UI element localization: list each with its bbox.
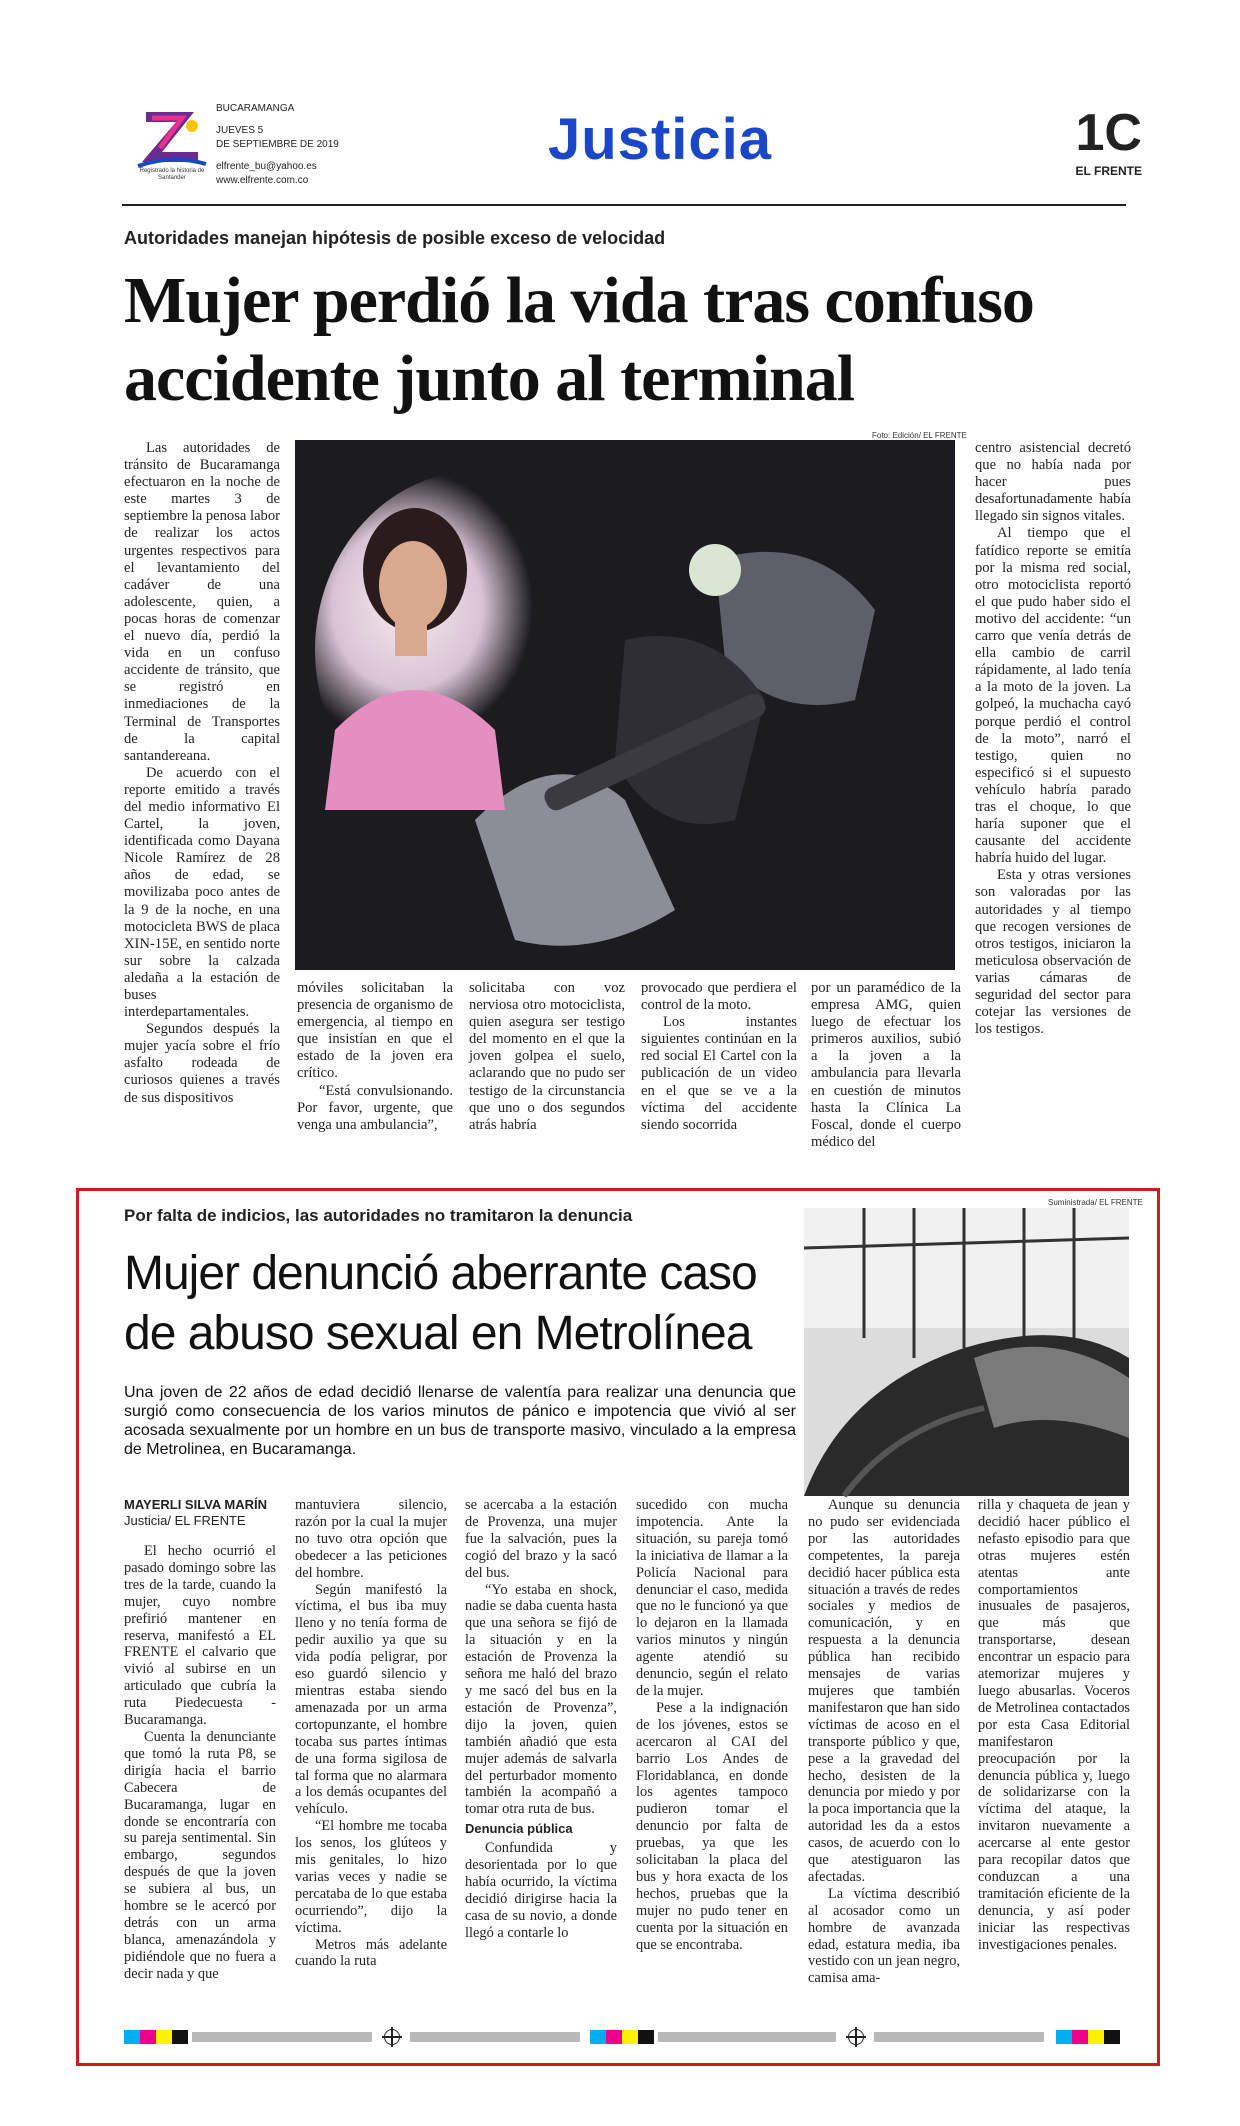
logo-caption: Registrado la historia de Santander	[139, 168, 205, 181]
color-bar-right	[1056, 2030, 1120, 2044]
masthead-email[interactable]: elfrente_bu@yahoo.es	[216, 161, 317, 172]
story2-col4-p2: Pese a la indignación de los jóvenes, estos se acercaron al CAI del barrio Los Andes de Floridablanca, en donde los agentes tampoco pudieron tomar el denuncio por falta de pruebas, ya que les solicitaban la placa del bus y hora exacta de los hechos, pruebas que la mujer no pudo tener en cuenta por la situación en que se encontraba.	[636, 1699, 788, 1953]
story2-headline-line1: Mujer denunció aberrante caso	[124, 1247, 757, 1300]
story2-col3-p2: “Yo estaba en shock, nadie se daba cuenta hasta que una señora se fijó de la situación y en la estación de Provenza la señora me haló del brazo y me sacó del bus en la estación de Provenza”, dijo la joven, quien también añadió que esta mujer además de salvarla del perturbador momento también la acompañó a tomar otra ruta de bus.	[465, 1581, 617, 1818]
story2-col2-p4: Metros más adelante cuando la ruta	[295, 1936, 447, 1970]
story2-column-1	[124, 1497, 276, 2007]
story1-col1-p3: Segundos después la mujer yacía sobre el frío asfalto rodeada de curiosos quienes a través de sus dispositivos	[124, 1021, 280, 1106]
story2-headline-line2: de abuso sexual en Metrolínea	[124, 1307, 752, 1360]
story1-col2-p2: “Está convulsionando. Por favor, urgente, que venga una ambulancia”,	[297, 1082, 453, 1133]
masthead-city: BUCARAMANGA	[216, 103, 295, 114]
story2-col1-p2: Cuenta la denunciante que tomó la ruta P8, se dirigía hacia el barrio Cabecera de Bucaramanga, lugar en donde se encontraría con su pareja sentimental. Sin embargo, segundos después de que la joven se subiera al bus, un hombre se le acercó por detrás con un arma blanca, amenazándola y pidiéndole que no fuera a decir nada y que	[124, 1728, 276, 1982]
story2-column-6	[978, 1497, 1130, 2007]
story2-byline-section: Justicia/ EL FRENTE	[124, 1513, 246, 1528]
grey-bar-left	[192, 2032, 372, 2042]
story1-col4-p2: Los instantes siguientes continúan en la red social El Cartel con la publicación de un video en el que se ve a la víctima del accidente siendo socorrida	[641, 1014, 797, 1133]
story2-col6-p1: rilla y chaqueta de jean y decidió hacer público el nefasto episodio para que otras mujeres estén atentas ante comportamientos inusuales de pasajeros, que más que transportarse, desean encontrar un espacio para atemorizar mujeres y luego abusarlas. Voceros de Metrolinea contactados por esta Casa Editorial manifestaron preocupación por la denuncia pública y, luego de solidarizarse con la víctima del ataque, la invitaron nuevamente a acercarse al ente gestor para recopilar datos que conduzcan a una tramitación eficiente de la denuncia, y así poder iniciar las respectivas investigaciones penales.	[978, 1497, 1130, 1953]
story1-column-1	[124, 440, 280, 1140]
story1-col6-p2: Al tiempo que el fatídico reporte se emitía por la misma red social, otro motociclista reportó el que pudo haber sido el motivo del accidente: “un carro que venía detrás de ella cambio de carril rápidamente, al lado tenía a la moto de la joven. La golpeó, la muchacha cayó porque perdió el control de la moto”, narró el testigo, quien no especificó si el supuesto vehículo habría parado tras el choque, lo que haría suponer que el causante del accidente habría huido del lugar.	[975, 525, 1131, 867]
story2-byline-name: MAYERLI SILVA MARÍN	[124, 1497, 268, 1512]
story1-photo-credit: Foto: Edición/ EL FRENTE	[872, 431, 967, 440]
story2-column-3	[465, 1497, 617, 2007]
story2-column-5	[808, 1497, 960, 2007]
story2-column-4	[636, 1497, 788, 2007]
story2-col5-p2: La víctima describió al acosador como un hombre de avanzada edad, estatura media, iba vestido con un jean negro, camisa ama-	[808, 1885, 960, 1987]
story1-column-3	[469, 980, 625, 1140]
story2-col2-p1: mantuviera silencio, razón por la cual la mujer no tuvo otra opción que obedecer a las peticiones del hombre.	[295, 1497, 447, 1581]
masthead-info	[216, 102, 436, 188]
story1-col1-p2: De acuerdo con el reporte emitido a través del medio informativo El Cartel, la joven, identificada como Dayana Nicole Ramírez de 28 años de edad, se movilizaba poco antes de la 9 de la noche, en una motocicleta BWS de placa XIN-15E, en sentido norte sur sobre la calzada aledaña a la estación de buses interdepartamentales.	[124, 764, 280, 1021]
story2-col2-p3: “El hombre me tocaba los senos, los glúteos y mis genitales, lo hizo varias veces y nadie se percataba de lo que estaba ocurriendo”, dijo la víctima.	[295, 1818, 447, 1936]
story1-col5-p1: por un paramédico de la empresa AMG, quien luego de efectuar los primeros auxilios, subió a la joven a la ambulancia para llevarla en cuestión de minutos hasta la Clínica La Foscal, donde el cuerpo médico del	[811, 980, 961, 1150]
story2-column-2	[295, 1497, 447, 2007]
story2-kicker: Por falta de indicios, las autoridades no tramitaron la denuncia	[124, 1206, 633, 1225]
story2-col3-p3: Confundida y desorientada por lo que había ocurrido, la víctima decidió dirigirse hacia la casa de su novio, a donde llegó a contarle lo	[465, 1840, 617, 1941]
story1-col1-p1: Las autoridades de tránsito de Bucaramanga efectuaron en la noche de este martes 3 de septiembre la penosa labor de realizar los actos urgentes respectivos para el levantamiento del cadáver de una adolescente, quien, a pocas horas de comenzar el nuevo día, perdió la vida en un confuso accidente de tránsito, que se registró en inmediaciones de la Terminal de Transportes de la capital santandereana.	[124, 440, 281, 764]
story1-col3-p1: solicitaba con voz nerviosa otro motociclista, quien asegura ser testigo del momento en el que la joven golpea el suelo, aclarando que no pudo ser testigo de la circunstancia que uno o dos segundos atrás habría	[469, 980, 625, 1133]
story1-column-2	[297, 980, 453, 1140]
masthead-date: DE SEPTIEMBRE DE 2019	[216, 139, 339, 150]
story2-headline	[124, 1244, 804, 1364]
story2-col5-p1: Aunque su denuncia no pudo ser evidenciada por las autoridades competentes, la pareja decidió hacer pública esta situación a través de redes sociales y medios de comunicación, y en respuesta a la denuncia pública han recibido mensajes de varias mujeres que también manifestaron que han sido víctimas de acoso en el transporte público y que, pese a la gravedad del hecho, desisten de la denuncia por miedo y por la poca importancia que la autoridad les da a estos casos, de acuerdo con lo que atestiguaron las afectadas.	[808, 1497, 960, 1885]
story1-column-6	[975, 440, 1131, 1140]
registration-mark-left-icon	[384, 2029, 400, 2045]
story1-col6-p3: Esta y otras versiones son valoradas por las autoridades y al tiempo que recogen versiones de otros testigos, iniciaron la meticulosa observación de varias cámaras de seguridad del sector para cotejar las versiones de los testigos.	[975, 867, 1131, 1038]
story1-column-4	[641, 980, 797, 1140]
story1-column-5	[811, 980, 961, 1150]
grey-bar-mid-left	[410, 2032, 580, 2042]
masthead-website[interactable]: www.elfrente.com.co	[216, 175, 309, 186]
color-bar-center	[590, 2030, 654, 2044]
page-number: 1C	[1075, 104, 1142, 162]
story1-col4-p1: provocado que perdiera el control de la moto.	[641, 980, 797, 1014]
story1-headline-line1: Mujer perdió la vida tras confuso	[124, 264, 1034, 337]
story2-col3-p1: se acercaba a la estación de Provenza, una mujer fue la salvación, pues la cogió del brazo y la sacó del bus.	[465, 1497, 617, 1581]
registration-mark-right-icon	[848, 2029, 864, 2045]
masthead-rule	[122, 204, 1126, 206]
bus-photo	[804, 1208, 1129, 1496]
story2-col2-p2: Según manifestó la víctima, el bus iba muy lleno y no tenía forma de pedir auxilio ya que su vida podía peligrar, por eso guardó silencio y mientras estaba siendo amenazada por un arma cortopunzante, el hombre tocaba sus partes íntimas de una forma sigilosa de tal forma que no alarmara a los demás ocupantes del vehículo.	[295, 1581, 447, 1818]
masthead-day: JUEVES 5	[216, 125, 264, 136]
story2-photo-credit: Suministrada/ EL FRENTE	[1048, 1198, 1143, 1207]
color-bar-left	[124, 2030, 188, 2044]
grey-bar-mid-right	[658, 2032, 836, 2042]
story2-lead: Una joven de 22 años de edad decidió llenarse de valentía para realizar una denuncia que surgió como consecuencia de los varios minutos de pánico e impotencia que vivió al ser acosada sexualmente por un hombre en un bus de transporte masivo, vinculado a la empresa de Metrolinea, en Bucaramanga.	[124, 1384, 796, 1458]
story1-col6-p1: centro asistencial decretó que no había nada por hacer pues desafortunadamente había llegado sin signos vitales.	[975, 440, 1131, 525]
story1-headline	[124, 262, 1124, 418]
story2-col4-p1: sucedido con mucha impotencia. Ante la situación, su pareja tomó la iniciativa de llamar a la Policía Nacional para denunciar el caso, medida que no le funcionó ya que lo dejaron en la llamada varios minutos y ningún agente atendió su denuncio, según el relato de la mujer.	[636, 1497, 788, 1699]
story2-col1-p1: El hecho ocurrió el pasado domingo sobre las tres de la tarde, cuando la mujer, cuyo nombre prefirió mantener en reserva, manifestó a EL FRENTE el calvario que vivió al subirse en un articulado que cubría la ruta Piedecuesta - Bucaramanga.	[124, 1543, 276, 1729]
story1-col2-p1: móviles solicitaban la presencia de organismo de emergencia, al tiempo en que insistían en que el estado de la joven era crítico.	[297, 980, 453, 1082]
section-title: Justicia	[548, 107, 772, 172]
newspaper-logo	[132, 104, 212, 188]
accident-photo	[295, 440, 955, 970]
story1-kicker: Autoridades manejan hipótesis de posible exceso de velocidad	[124, 228, 666, 248]
story2-subhead: Denuncia pública	[465, 1821, 573, 1837]
story1-headline-line2: accidente junto al terminal	[124, 342, 855, 415]
grey-bar-right	[874, 2032, 1044, 2042]
page-brand: EL FRENTE	[1075, 164, 1142, 178]
